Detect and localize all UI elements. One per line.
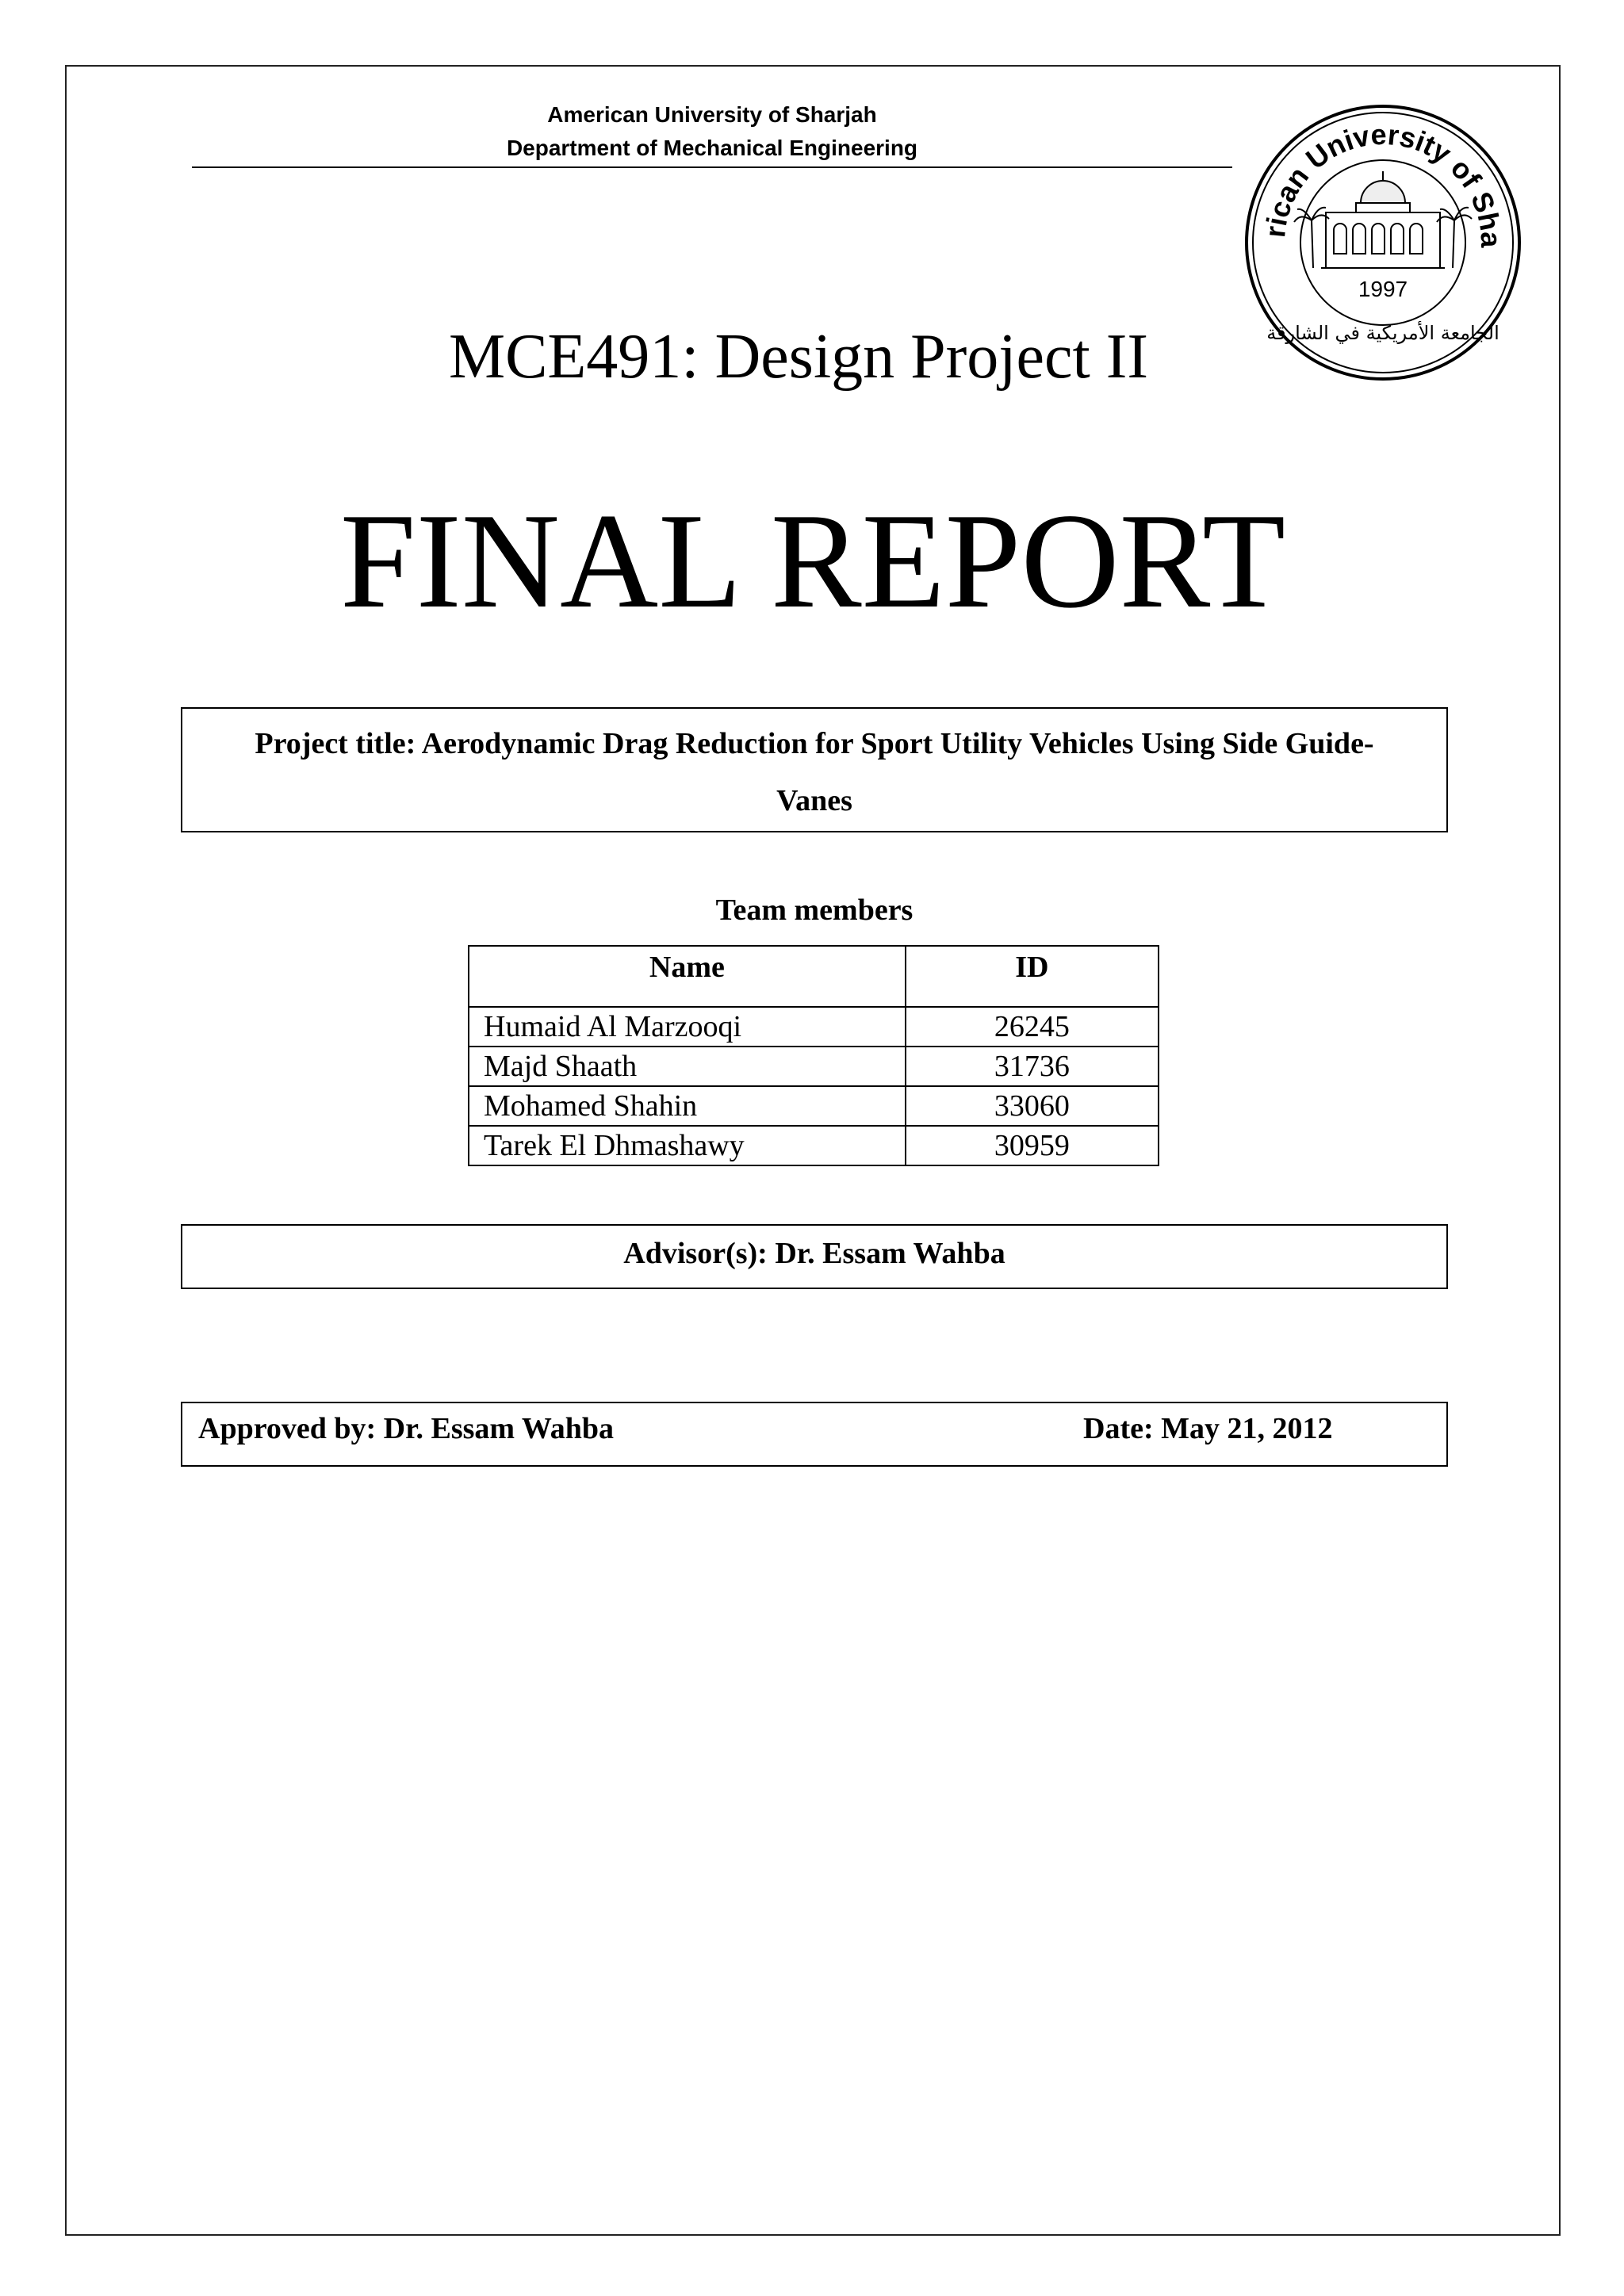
member-name: Tarek El Dhmashawy	[469, 1126, 906, 1165]
project-title-line-1: Project title: Aerodynamic Drag Reduction for Sport Utility Vehicles Using Side Guide-	[255, 727, 1374, 760]
university-header	[192, 98, 1232, 165]
team-members-table	[468, 945, 1159, 1166]
member-id: 33060	[906, 1086, 1159, 1126]
member-name: Mohamed Shahin	[469, 1086, 906, 1126]
member-id: 31736	[906, 1047, 1159, 1086]
advisor-box	[181, 1224, 1448, 1289]
advisor-text: Advisor(s): Dr. Essam Wahba	[623, 1237, 1005, 1270]
member-name: Majd Shaath	[469, 1047, 906, 1086]
member-id: 26245	[906, 1007, 1159, 1047]
name-column-header: Name	[469, 946, 906, 1007]
seal-arabic-text: الجامعة الأمريكية في الشارقة	[1266, 322, 1500, 344]
report-title: FINAL REPORT	[339, 486, 1286, 637]
seal-english-text: rican University of Sha	[1258, 117, 1508, 248]
department-name: Department of Mechanical Engineering	[506, 136, 918, 160]
team-members-heading: Team members	[715, 894, 914, 927]
university-name: American University of Sharjah	[547, 102, 877, 127]
approval-date-text: Date: May 21, 2012	[1083, 1412, 1333, 1445]
table-row	[469, 1007, 1159, 1047]
table-row	[469, 1086, 1159, 1126]
project-title-box	[181, 707, 1448, 832]
header-divider	[192, 166, 1232, 168]
project-title-line-2: Vanes	[776, 784, 852, 817]
approved-by-text: Approved by: Dr. Essam Wahba	[198, 1412, 615, 1445]
member-id: 30959	[906, 1126, 1159, 1165]
table-header-row	[469, 946, 1159, 1007]
seal-year: 1997	[1358, 277, 1408, 301]
table-row	[469, 1126, 1159, 1165]
member-name: Humaid Al Marzooqi	[469, 1007, 906, 1047]
course-title: MCE491: Design Project II	[448, 322, 1149, 392]
approval-box	[181, 1402, 1448, 1467]
table-row	[469, 1047, 1159, 1086]
id-column-header: ID	[906, 946, 1159, 1007]
